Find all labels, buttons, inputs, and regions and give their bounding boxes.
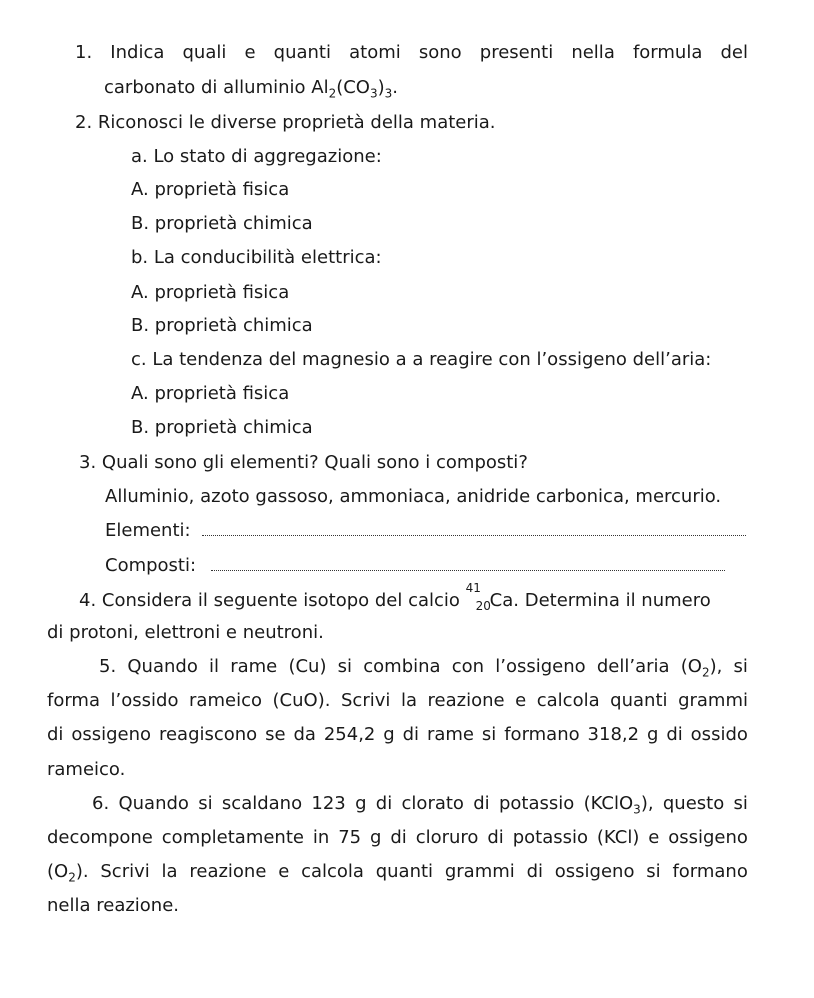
composti-label: Composti: <box>105 555 197 576</box>
q2-a-label: a. Lo stato di aggregazione: <box>131 146 382 167</box>
q2-b-option-b: B. proprietà chimica <box>131 315 313 336</box>
q3-title: 3. Quali sono gli elementi? Quali sono i composti? <box>79 452 528 473</box>
q3-elementi-row <box>105 520 746 542</box>
q6-line3: $(O_2)$. Scrivi la reazione e calcola quanti grammi di ossigeno si formano <box>47 861 748 885</box>
q2-title: 2. Riconosci le diverse proprietà della materia. <box>75 112 496 133</box>
q3-list: Alluminio, azoto gassoso, ammoniaca, anidride carbonica, mercurio. <box>105 486 722 507</box>
elementi-answer-line[interactable] <box>202 521 746 536</box>
composti-answer-line[interactable] <box>211 556 725 571</box>
q3-composti-row <box>105 555 725 577</box>
q2-c-option-a: A. proprietà fisica <box>131 383 290 404</box>
q6-line1: 6. Quando si scaldano 123 g di clorato di potassio (KClO$_3$), questo si <box>92 793 748 817</box>
q2-a-option-a: A. proprietà fisica <box>131 179 290 200</box>
q1-line2: carbonato di alluminio $Al_2(CO_3)_3$. <box>104 77 399 101</box>
q2-a-option-b: B. proprietà chimica <box>131 213 313 234</box>
q5-line1: 5. Quando il rame (Cu) si combina con l’ossigeno dell’aria $(O_2)$, si <box>99 656 748 680</box>
q2-b-label: b. La conducibilità elettrica: <box>131 247 382 268</box>
q5-line2: forma l’ossido rameico (CuO). Scrivi la reazione e calcola quanti grammi <box>47 690 748 711</box>
q5-number: 5. <box>99 656 117 677</box>
q6-number: 6. <box>92 793 110 814</box>
isotope-notation: 41 20 <box>465 581 491 613</box>
q4-line1: 4. Considera il seguente isotopo del calcio 41 20 Ca. Determina il numero <box>79 581 711 613</box>
q6-line4: nella reazione. <box>47 895 180 916</box>
q2-c-label: c. La tendenza del magnesio a a reagire con l’ossigeno dell’aria: <box>131 349 712 370</box>
q6-line2: decompone completamente in 75 g di cloruro di potassio (KCl) e ossigeno <box>47 827 748 848</box>
q5-line4: rameico. <box>47 759 126 780</box>
q1-number: 1. <box>75 42 93 63</box>
q1-line1: 1. Indica quali e quanti atomi sono presenti nella formula del <box>75 42 748 63</box>
q5-line3: di ossigeno reagiscono se da 254,2 g di rame si formano 318,2 g di ossido <box>47 724 748 745</box>
elementi-label: Elementi: <box>105 520 191 541</box>
q4-line2: di protoni, elettroni e neutroni. <box>47 622 324 643</box>
q2-b-option-a: A. proprietà fisica <box>131 282 290 303</box>
q2-c-option-b: B. proprietà chimica <box>131 417 313 438</box>
